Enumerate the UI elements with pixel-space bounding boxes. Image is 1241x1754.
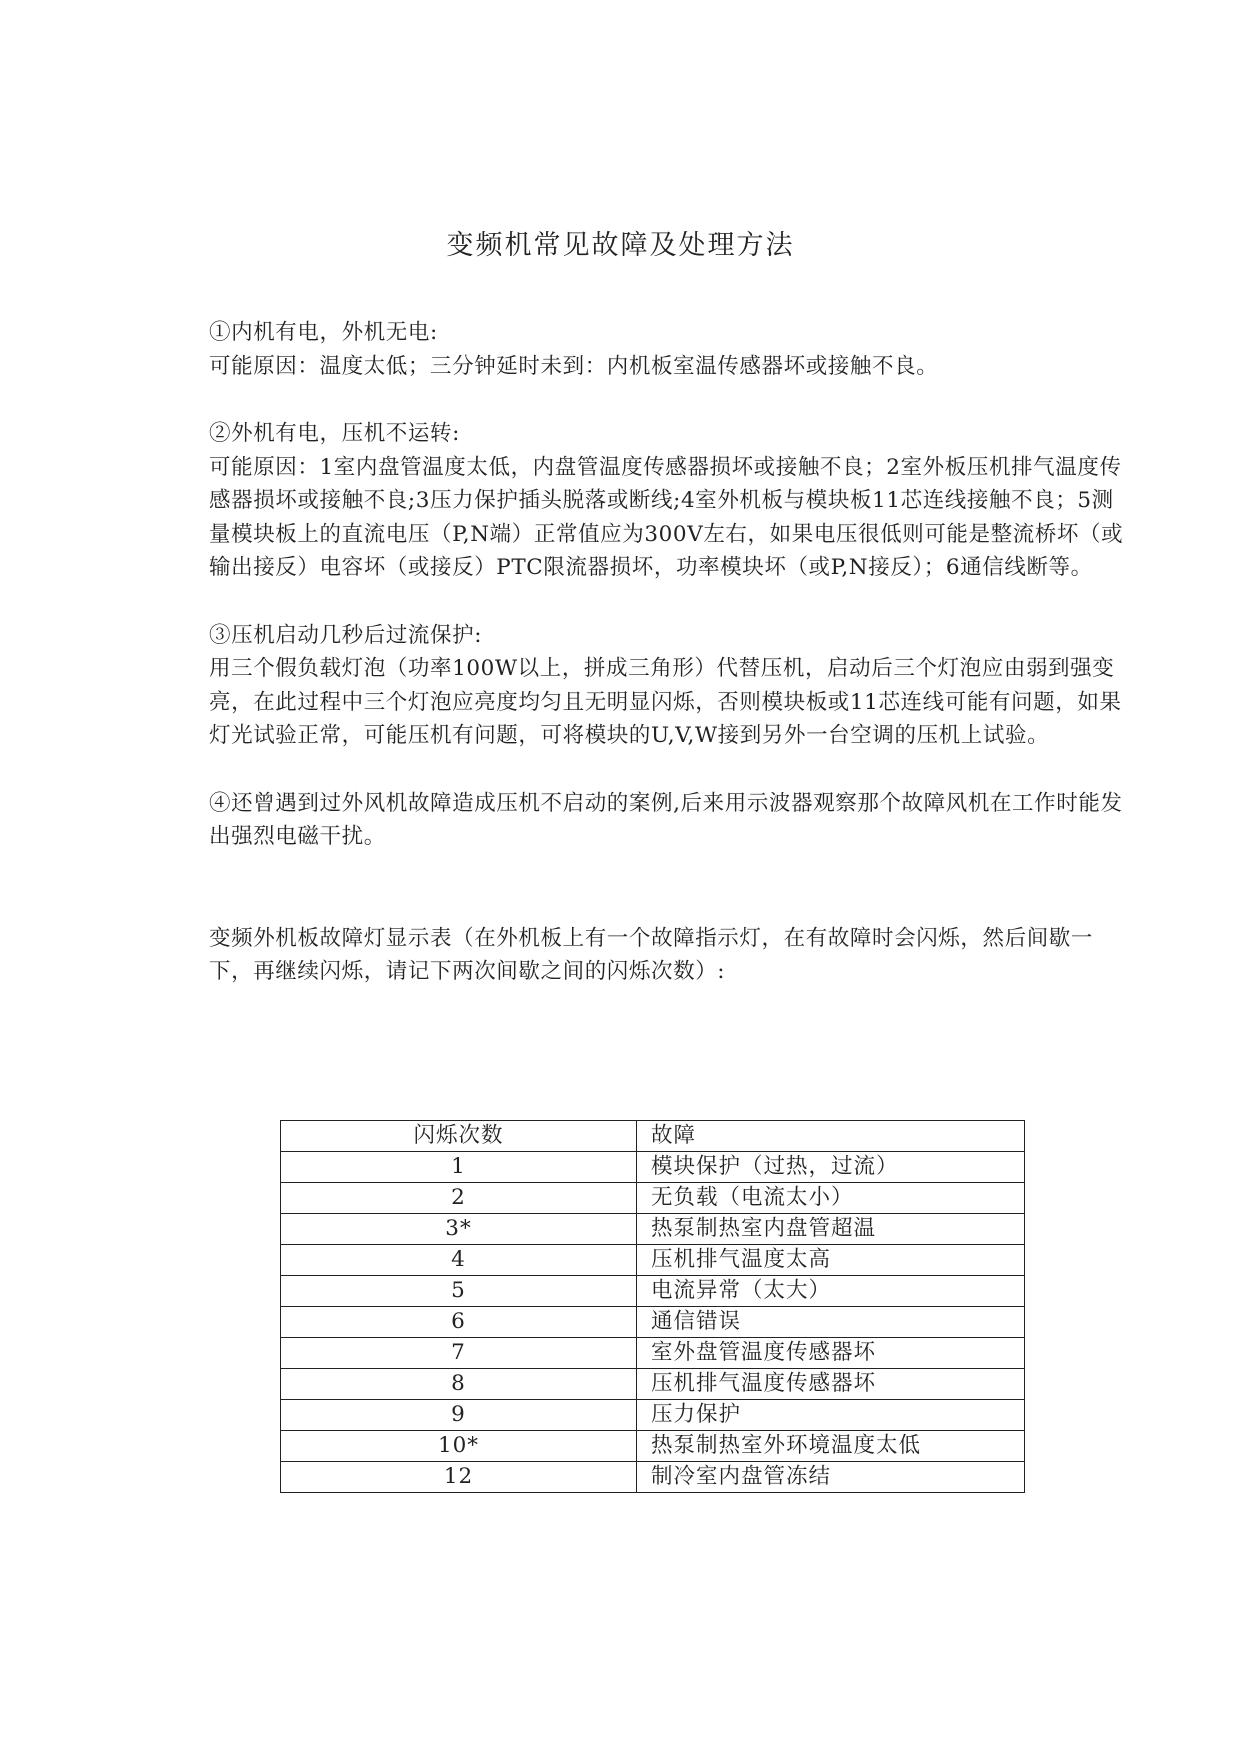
- table-row: [281, 1183, 1025, 1214]
- section-2: [209, 417, 1131, 585]
- flash-count-cell: 5: [281, 1276, 637, 1307]
- fault-cell: 室外盘管温度传感器坏: [637, 1338, 1025, 1369]
- flash-count-cell: 1: [281, 1152, 637, 1183]
- fault-cell: 热泵制热室外环境温度太低: [637, 1431, 1025, 1462]
- table-row: [281, 1462, 1025, 1493]
- section-body: 用三个假负载灯泡（功率100W以上，拼成三角形）代替压机，启动后三个灯泡应由弱到强变亮，在此过程中三个灯泡应亮度均匀且无明显闪烁，否则模块板或11芯连线可能有问题，如果灯光试验正常，可能压机有问题，可将模块的U,V,W接到另外一台空调的压机上试验。: [209, 656, 1122, 748]
- flash-count-cell: 12: [281, 1462, 637, 1493]
- fault-table: [280, 1120, 1025, 1493]
- fault-cell: 热泵制热室内盘管超温: [637, 1214, 1025, 1245]
- table-row: [281, 1214, 1025, 1245]
- section-1: [209, 316, 1131, 383]
- table-row: [281, 1431, 1025, 1462]
- section-3: [209, 619, 1131, 753]
- section-heading: ②外机有电，压机不运转:: [209, 421, 460, 446]
- section-body: 可能原因：1室内盘管温度太低，内盘管温度传感器损坏或接触不良；2室外板压机排气温度传感器损坏或接触不良;3压力保护插头脱落或断线;4室外机板与模块板11芯连线接触不良；5测量模块板上的直流电压（P,N端）正常值应为300V左右，如果电压很低则可能是整流桥坏（或输出接反）电容坏（或接反）PTC限流器损坏，功率模块坏（或P,N接反）；6通信线断等。: [209, 454, 1124, 580]
- document-title: 变频机常见故障及处理方法: [446, 230, 795, 261]
- fault-cell: 无负载（电流太小）: [637, 1183, 1025, 1214]
- table-row: [281, 1152, 1025, 1183]
- section-heading: ③压机启动几秒后过流保护:: [209, 622, 483, 648]
- flash-count-cell: 9: [281, 1400, 637, 1431]
- header-flash-count: 闪烁次数: [281, 1121, 637, 1152]
- section-4: [209, 787, 1131, 854]
- flash-count-cell: 6: [281, 1307, 637, 1338]
- section-heading: ①内机有电，外机无电:: [209, 320, 438, 345]
- fault-cell: 压力保护: [637, 1400, 1025, 1431]
- flash-count-cell: 2: [281, 1183, 637, 1214]
- flash-count-cell: 8: [281, 1369, 637, 1400]
- section-body: 可能原因：温度太低；三分钟延时未到：内机板室温传感器坏或接触不良。: [209, 353, 939, 379]
- table-row: [281, 1400, 1025, 1431]
- table-intro: 变频外机板故障灯显示表（在外机板上有一个故障指示灯，在有故障时会闪烁，然后间歇一下，再继续闪烁，请记下两次间歇之间的闪烁次数）:: [209, 925, 1094, 984]
- table-row: [281, 1276, 1025, 1307]
- fault-table-wrap: [280, 1120, 1025, 1493]
- document-body: [209, 316, 1131, 989]
- fault-cell: 模块保护（过热，过流）: [637, 1152, 1025, 1183]
- fault-cell: 通信错误: [637, 1307, 1025, 1338]
- flash-count-cell: 10*: [281, 1431, 637, 1462]
- header-fault: 故障: [637, 1121, 1025, 1152]
- flash-count-cell: 7: [281, 1338, 637, 1369]
- flash-count-cell: 4: [281, 1245, 637, 1276]
- fault-cell: 制冷室内盘管冻结: [637, 1462, 1025, 1493]
- fault-cell: 压机排气温度传感器坏: [637, 1369, 1025, 1400]
- section-body: ④还曾遇到过外风机故障造成压机不启动的案例,后来用示波器观察那个故障风机在工作时能发出强烈电磁干扰。: [209, 790, 1123, 849]
- table-row: [281, 1307, 1025, 1338]
- flash-count-cell: 3*: [281, 1214, 637, 1245]
- table-row: [281, 1338, 1025, 1369]
- table-row: [281, 1369, 1025, 1400]
- table-header-row: [281, 1121, 1025, 1152]
- table-row: [281, 1245, 1025, 1276]
- fault-cell: 压机排气温度太高: [637, 1245, 1025, 1276]
- fault-cell: 电流异常（太大）: [637, 1276, 1025, 1307]
